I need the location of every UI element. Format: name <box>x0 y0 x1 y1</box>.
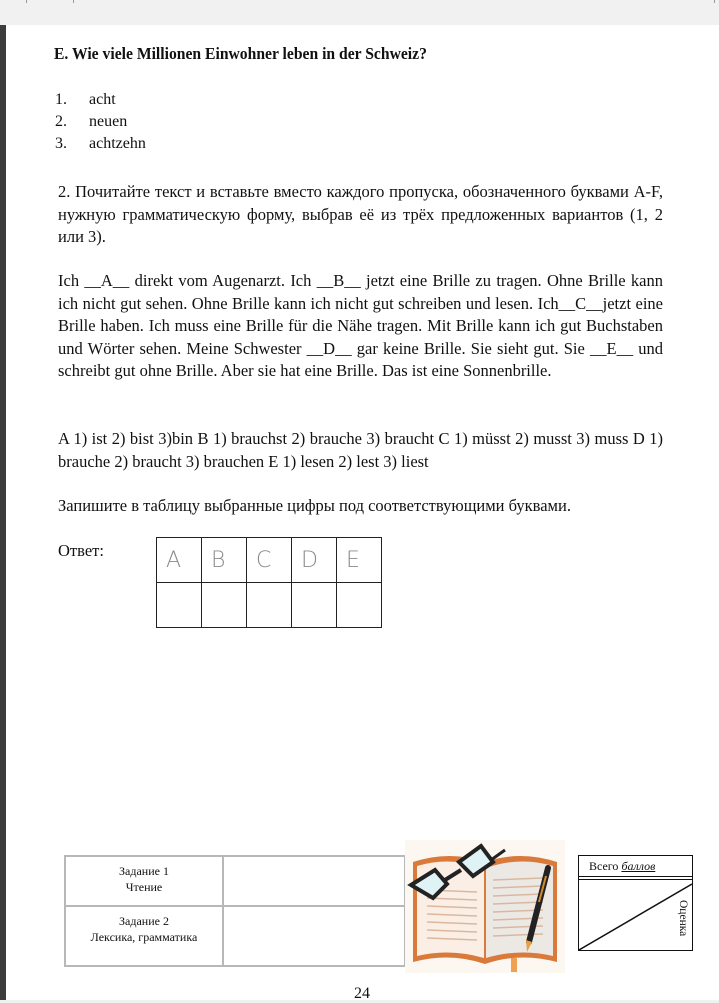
answer-header-b: B <box>202 538 247 583</box>
total-score-header <box>579 856 692 880</box>
grade-label: Оценка <box>677 900 689 937</box>
answer-cell-d[interactable] <box>292 583 337 628</box>
question-e-title: E. Wie viele Millionen Einwohner leben in der Schweiz? <box>54 44 427 63</box>
task-name: Задание 2 <box>119 914 169 928</box>
document-page <box>6 25 719 1000</box>
page-number: 24 <box>354 985 370 1002</box>
option-text: achtzehn <box>89 135 146 152</box>
total-label: Всего <box>589 859 619 873</box>
diagonal-divider <box>579 880 692 950</box>
answer-cell-b[interactable] <box>202 583 247 628</box>
answer-header-e: E <box>337 538 382 583</box>
task2-text: Ich __A__ direkt vom Augenarzt. Ich __B__ jetzt eine Brille zu tragen. Ohne Brille kann ich nicht gut sehen. Ohne Brille kann ich nicht gut schreiben und lesen. Ich__C__jetzt eine Brille haben. Ich muss eine Brille für die Nähe tragen. Mit Brille kann ich gut Buchstaben und Wörter sehen. Meine Schwester __D__ gar keine Brille. Sie sieht gut. Sie __E__ und schreibt gut ohne Brille. Aber sie hat eine Brille. Das ist eine Sonnenbrille. <box>58 271 663 380</box>
score-value-cell[interactable] <box>223 906 405 966</box>
option-number: 1. <box>55 91 67 108</box>
option-number: 3. <box>55 135 67 152</box>
answer-table <box>156 537 382 628</box>
option-text: acht <box>89 91 116 108</box>
score-table <box>64 855 406 967</box>
total-label-underlined: баллов <box>621 859 656 873</box>
ruler-tick <box>26 0 27 3</box>
answer-cell-c[interactable] <box>247 583 292 628</box>
answer-header-a: A <box>157 538 202 583</box>
score-row <box>65 906 405 966</box>
answer-label: Ответ: <box>58 541 104 560</box>
ruler-tick <box>73 0 74 3</box>
task-name: Задание 1 <box>119 864 169 878</box>
book-glasses-pen-illustration <box>405 840 565 973</box>
option-item <box>55 133 146 155</box>
ruler-tick <box>714 0 715 3</box>
score-row <box>65 856 405 906</box>
task2-choices: A 1) ist 2) bist 3)bin B 1) brauchst 2) brauche 3) braucht C 1) müsst 2) musst 3) muss D 1) brauche 2) braucht 3) brauchen E 1) lesen 2) lest 3) liest <box>58 429 663 471</box>
answer-input-row <box>157 583 382 628</box>
task-section: Чтение <box>125 880 163 894</box>
answer-cell-a[interactable] <box>157 583 202 628</box>
option-number: 2. <box>55 113 67 130</box>
question-e-options <box>55 89 146 155</box>
answer-cell-e[interactable] <box>337 583 382 628</box>
answer-header-d: D <box>292 538 337 583</box>
task-section: Лексика, грамматика <box>90 930 198 944</box>
option-item <box>55 111 146 133</box>
score-label <box>65 856 223 906</box>
total-score-box <box>578 855 693 951</box>
score-label <box>65 906 223 966</box>
answer-header-c: C <box>247 538 292 583</box>
score-value-cell[interactable] <box>223 856 405 906</box>
task2-instruction: 2. Почитайте текст и вставьте вместо каждого пропуска, обозначенного буквами A-F, нужную грамматическую форму, выбрав её из трёх предложенных вариантов (1, 2 или 3). <box>58 182 663 246</box>
task2-write-instruction: Запишите в таблицу выбранные цифры под соответствующими буквами. <box>58 496 571 515</box>
option-item <box>55 89 146 111</box>
option-text: neuen <box>89 113 128 130</box>
open-book-icon <box>405 840 565 973</box>
viewer-top-bar <box>0 0 719 25</box>
answer-header-row <box>157 538 382 583</box>
